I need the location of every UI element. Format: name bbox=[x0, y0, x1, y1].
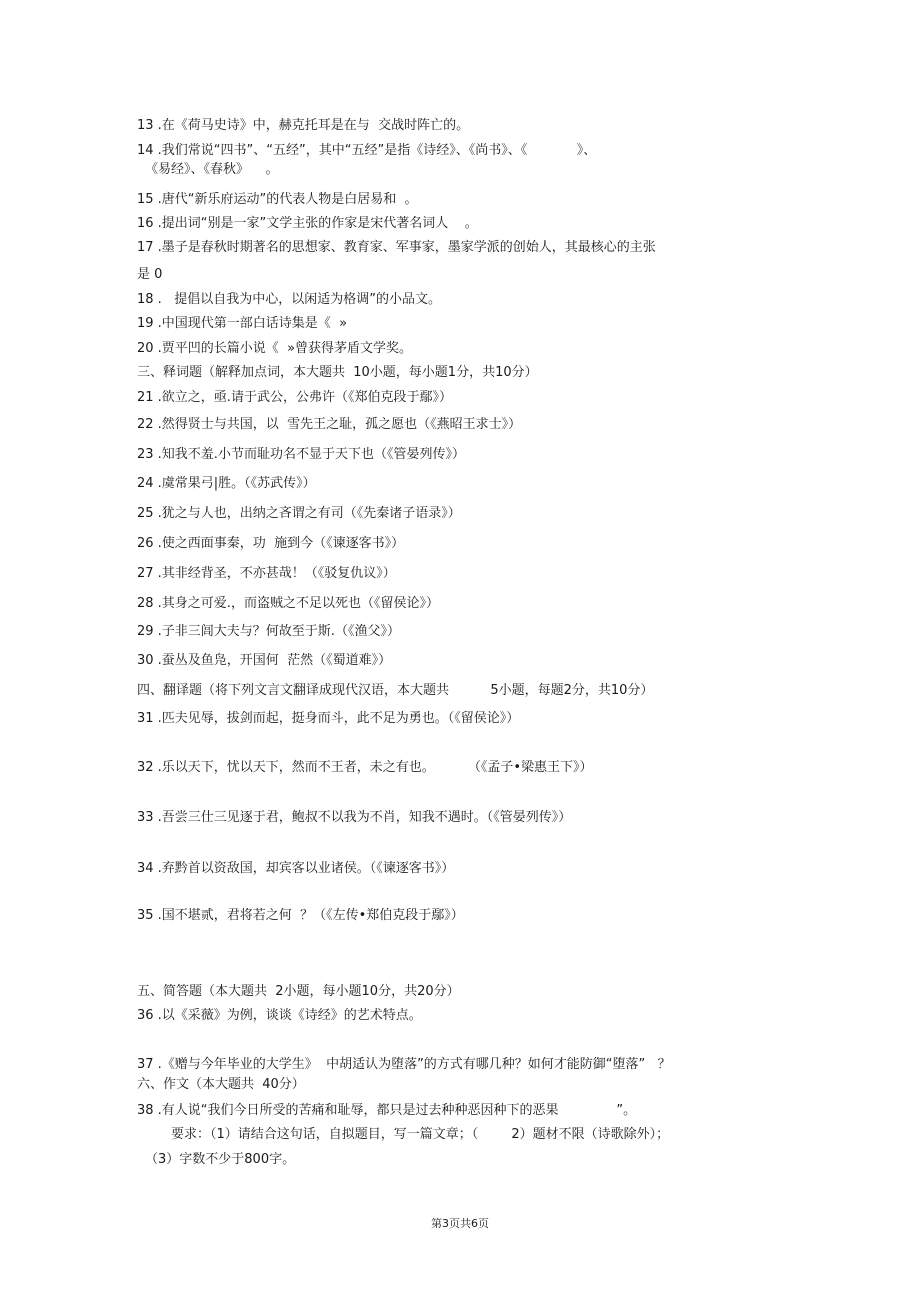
question-38: 38 .有人说“我们今日所受的苦痛和耻辱，都只是过去种种恶因种下的恶果 ”。 bbox=[137, 1103, 637, 1118]
section-4-heading: 四、翻译题（将下列文言文翻译成现代汉语，本大题共 5小题，每题2分，共10分） bbox=[137, 683, 654, 698]
question-24: 24 .虞常果弓|胜。（《苏武传》） bbox=[137, 476, 316, 491]
question-16: 16 .提出词“别是一家”文学主张的作家是宋代著名词人 。 bbox=[137, 216, 478, 231]
question-29: 29 .子非三闾大夫与？何故至于斯.（《渔父》） bbox=[137, 624, 400, 639]
essay-requirements: 要求：（1）请结合这句话，自拟题目，写一篇文章；（ 2）题材不限（诗歌除外）； bbox=[171, 1127, 670, 1142]
section-6-heading: 六、作文（本大题共 40分） bbox=[137, 1077, 305, 1092]
essay-requirements-continued: （3）字数不少于800字。 bbox=[145, 1152, 296, 1167]
question-34: 34 .弃黔首以资敌国，却宾客以业诸侯。（《谏逐客书》） bbox=[137, 861, 455, 876]
question-25: 25 .犹之与人也，出纳之吝谓之有司（《先秦诸子语录》） bbox=[137, 506, 461, 521]
question-17: 17 .墨子是春秋时期著名的思想家、教育家、军事家，墨家学派的创始人，其最核心的主张 bbox=[137, 240, 656, 255]
question-20: 20 .贾平凹的长篇小说《 »曾获得茅盾文学奖。 bbox=[137, 341, 413, 356]
question-13: 13 .在《荷马史诗》中，赫克托耳是在与 交战时阵亡的。 bbox=[137, 118, 470, 133]
question-14-continued: 《易经》、《春秋》 。 bbox=[145, 162, 279, 177]
question-27: 27 .其非经背圣，不亦甚哉！（《驳复仇议》） bbox=[137, 566, 396, 581]
question-22: 22 .然得贤士与共国，以 雪先王之耻，孤之愿也（《燕昭王求士》） bbox=[137, 417, 522, 432]
question-19: 19 .中国现代第一部白话诗集是《 » bbox=[137, 316, 348, 331]
question-17-continued: 是 0 bbox=[137, 267, 163, 282]
question-32: 32 .乐以天下，忧以天下，然而不王者，未之有也。 （《孟子•梁惠王下》） bbox=[137, 760, 593, 775]
question-21: 21 .欲立之，亟.请于武公，公弗许（《郑伯克段于鄢》） bbox=[137, 390, 452, 405]
question-30: 30 .蚕丛及鱼凫，开国何 茫然（《蜀道难》） bbox=[137, 653, 392, 668]
page-number: 第3页共6页 bbox=[431, 1217, 489, 1230]
question-36: 36 .以《采薇》为例，谈谈《诗经》的艺术特点。 bbox=[137, 1008, 422, 1023]
question-31: 31 .匹夫见辱，拔剑而起，挺身而斗，此不足为勇也。（《留侯论》） bbox=[137, 711, 520, 726]
section-3-heading: 三、释词题（解释加点词，本大题共 10小题，每小题1分，共10分） bbox=[137, 365, 538, 380]
question-15: 15 .唐代“新乐府运动”的代表人物是白居易和 。 bbox=[137, 192, 418, 207]
question-28: 28 .其身之可爱.，而盗贼之不足以死也（《留侯论》） bbox=[137, 596, 439, 611]
question-23: 23 .知我不羞.小节而耻功名不显于天下也（《管晏列传》） bbox=[137, 447, 465, 462]
question-26: 26 .使之西面事秦，功 施到今（《谏逐客书》） bbox=[137, 536, 405, 551]
question-35: 35 .国不堪贰，君将若之何 ？（《左传•郑伯克段于鄢》） bbox=[137, 908, 464, 923]
section-5-heading: 五、简答题（本大题共 2小题，每小题10分，共20分） bbox=[137, 984, 460, 999]
question-14: 14 .我们常说“四书”、“五经”，其中“五经”是指《诗经》、《尚书》、《 》、 bbox=[137, 143, 597, 158]
question-37: 37 .《赠与今年毕业的大学生》 中胡适认为堕落”的方式有哪几种？如何才能防御“堕落” ？ bbox=[137, 1057, 671, 1072]
question-33: 33 .吾尝三仕三见逐于君，鲍叔不以我为不肖，知我不遇时。（《管晏列传》） bbox=[137, 810, 572, 825]
question-18: 18 . 提倡以自我为中心，以闲适为格调”的小品文。 bbox=[137, 292, 441, 307]
